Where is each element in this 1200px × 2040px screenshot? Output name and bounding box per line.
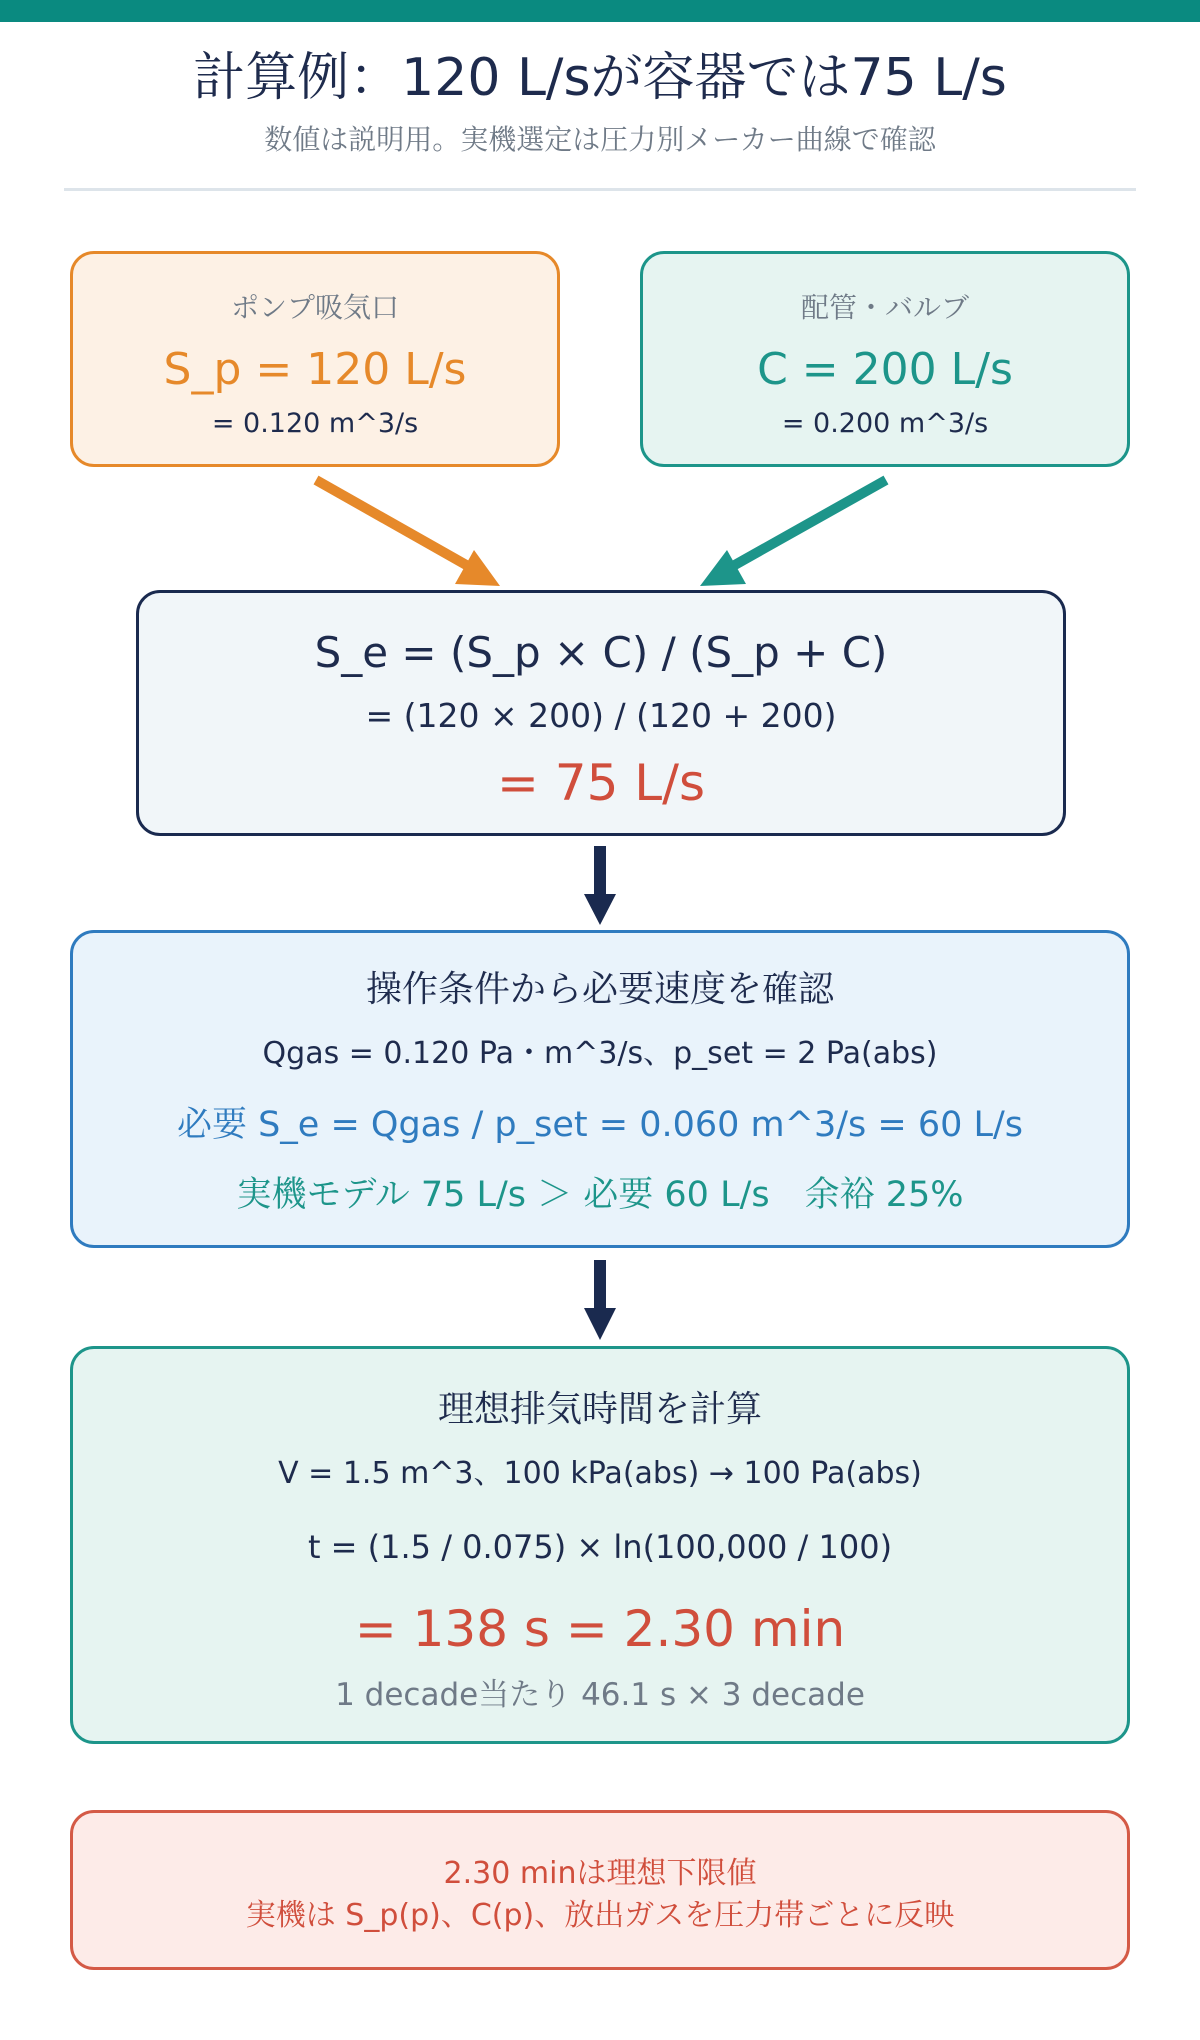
evacuation-formula: t = (1.5 / 0.075) × ln(100,000 / 100): [307, 1528, 893, 1566]
conductance-value: C = 200 L/s: [757, 344, 1013, 395]
effective-speed-result: = 75 L/s: [496, 754, 706, 812]
pump-to-formula-arrow: [316, 480, 500, 586]
caution-line-2: 実機は S_p(p)、C(p)、放出ガスを圧力帯ごとに反映: [245, 1898, 955, 1933]
evacuation-given: V = 1.5 m^3、100 kPa(abs) → 100 Pa(abs): [278, 1456, 922, 1491]
condition-to-evacuation-arrow: [584, 1260, 616, 1340]
pump-speed-value: S_p = 120 L/s: [163, 344, 467, 395]
effective-speed-substitution: = (120 × 200) / (120 + 200): [365, 696, 837, 735]
condition-given: Qgas = 0.120 Pa・m^3/s、p_set = 2 Pa(abs): [262, 1036, 938, 1071]
pump-speed-si: = 0.120 m^3/s: [211, 408, 419, 439]
pipe-to-formula-arrow: [700, 480, 886, 586]
formula-to-condition-arrow: [584, 846, 616, 925]
conductance-si: = 0.200 m^3/s: [781, 408, 989, 439]
condition-heading: 操作条件から必要速度を確認: [365, 969, 834, 1010]
effective-speed-formula: S_e = (S_p × C) / (S_p + C): [314, 628, 888, 677]
pipe-label: 配管・バルブ: [800, 291, 969, 324]
pump-label: ポンプ吸気口: [230, 291, 399, 324]
evacuation-time-result: = 138 s = 2.30 min: [354, 1600, 846, 1658]
evacuation-heading: 理想排気時間を計算: [437, 1389, 762, 1430]
caution-line-1: 2.30 minは理想下限値: [443, 1856, 757, 1891]
speed-margin: 実機モデル 75 L/s ＞ 必要 60 L/s 余裕 25%: [236, 1175, 964, 1215]
page-title: 計算例：120 L/sが容器では75 L/s: [193, 48, 1007, 108]
required-speed: 必要 S_e = Qgas / p_set = 0.060 m^3/s = 60 L/s: [176, 1105, 1024, 1145]
page-subtitle: 数値は説明用。実機選定は圧力別メーカー曲線で確認: [264, 123, 936, 156]
per-decade-note: 1 decade当たり 46.1 s × 3 decade: [335, 1677, 865, 1713]
